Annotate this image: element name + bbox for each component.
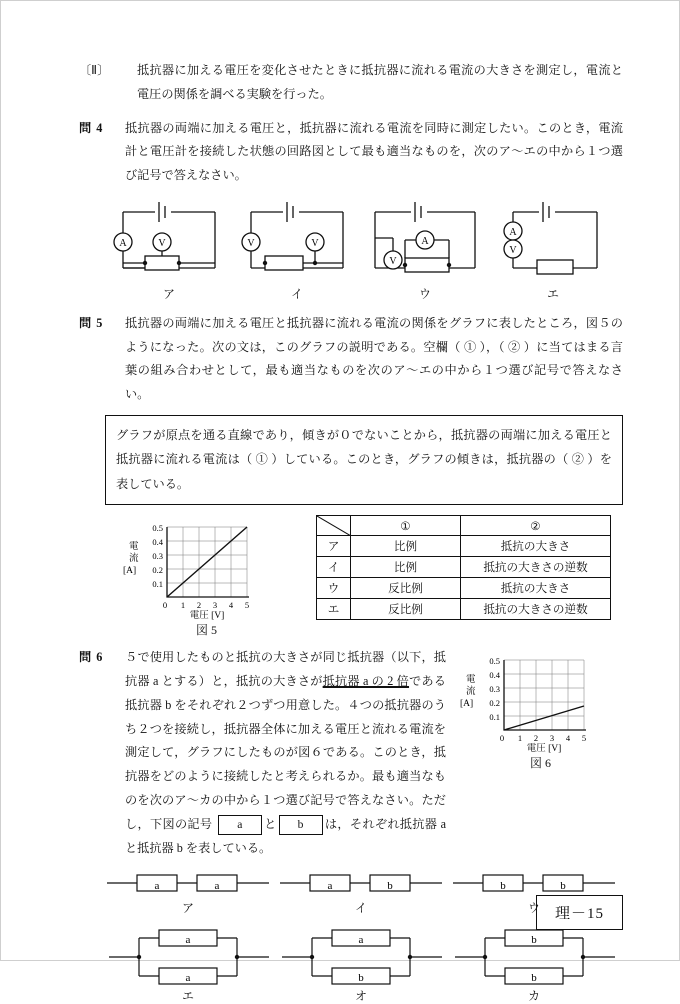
- circuit-option-a-caption: ア: [162, 286, 175, 301]
- svg-text:0.2: 0.2: [152, 565, 163, 576]
- svg-text:4: 4: [565, 733, 571, 744]
- svg-text:0.5: 0.5: [489, 656, 500, 667]
- table-cell-1: 反比例: [351, 578, 461, 599]
- page-content: [79, 59, 623, 1004]
- page-number-box: 理－15: [536, 895, 623, 930]
- section-text: 抵抗器に加える電圧を変化させたときに抵抗器に流れる電流の大きさを測定し，電流と電圧の関係を調べる実験を行った。: [137, 63, 623, 101]
- figure-6: [458, 648, 623, 771]
- legend-tail-text: は，それぞれ抵抗器 a と抵抗器 b を表している。: [125, 816, 447, 855]
- resistor-option-e[interactable]: [276, 928, 446, 1004]
- svg-text:5: 5: [581, 733, 587, 744]
- svg-text:b: b: [531, 934, 537, 947]
- figure-6-caption: 図 6: [529, 756, 551, 771]
- resistor-option-f[interactable]: [449, 928, 619, 1004]
- table-cell-1: 比例: [351, 536, 461, 557]
- circuit-option-a[interactable]: [109, 198, 229, 302]
- svg-text:0.4: 0.4: [489, 670, 500, 681]
- resistor-option-d-caption: エ: [181, 989, 194, 1004]
- table-cell-2: 抵抗の大きさの逆数: [461, 557, 611, 578]
- question-5: [79, 312, 623, 407]
- svg-text:0: 0: [162, 600, 168, 611]
- svg-text:V: V: [247, 237, 255, 249]
- question-4: [79, 117, 623, 188]
- resistor-option-c-caption: ウ: [527, 901, 540, 916]
- svg-text:電圧 [V]: 電圧 [V]: [526, 744, 562, 754]
- question-5-text: 抵抗器の両端に加える電圧と抵抗器に流れる電流の関係をグラフに表したところ，図５のようになった。次の文は，このグラフの説明である。空欄（ ① ），（ ② ）に当てはまる言葉の組み合わせとして，最も適当なものを次のア～エの中から１つ選び記号で答えなさい。: [125, 315, 623, 402]
- legend-symbol-b: b: [279, 815, 323, 835]
- q4-circuit-options: [109, 198, 623, 302]
- svg-text:a: a: [154, 880, 160, 893]
- svg-text:0.1: 0.1: [489, 712, 500, 723]
- svg-text:a: a: [327, 880, 333, 893]
- svg-text:3: 3: [549, 733, 555, 744]
- figure-5-series: [167, 527, 247, 597]
- table-corner-cell: [317, 516, 351, 536]
- svg-text:V: V: [311, 237, 319, 249]
- figure-6-chart: [458, 648, 623, 753]
- circuit-option-d[interactable]: [493, 198, 613, 302]
- svg-text:0.3: 0.3: [152, 551, 163, 562]
- resistor-diagram-series-aa: [103, 868, 273, 898]
- svg-text:V: V: [389, 255, 397, 267]
- resistor-diagram-parallel-ab: [276, 928, 446, 986]
- svg-text:V: V: [158, 237, 166, 249]
- q5-figure-and-table: [119, 515, 623, 638]
- q6-parallel-options: [103, 928, 623, 1004]
- svg-text:0.2: 0.2: [489, 698, 500, 709]
- circuit-option-c-caption: ウ: [418, 286, 431, 301]
- table-cell-2: 抵抗の大きさ: [461, 578, 611, 599]
- svg-text:4: 4: [228, 600, 234, 611]
- question-4-label: 問 4: [79, 120, 104, 135]
- svg-text:0.3: 0.3: [489, 684, 500, 695]
- table-row-symbol: イ: [317, 557, 351, 578]
- table-cell-2: 抵抗の大きさ: [461, 536, 611, 557]
- svg-text:5: 5: [244, 600, 250, 611]
- question-5-label: 問 5: [79, 315, 104, 330]
- circuit-option-c[interactable]: [365, 198, 485, 302]
- question-6-text-a: ５で使用したものと抵抗の大きさが同じ抵抗器（以下，抵抗器 a とする）と，抵抗の大きさが: [125, 650, 446, 689]
- resistor-option-d[interactable]: [103, 928, 273, 1004]
- svg-text:1: 1: [517, 733, 523, 744]
- table-row-symbol: ウ: [317, 578, 351, 599]
- table-row-symbol: エ: [317, 599, 351, 620]
- question-6: [79, 646, 623, 1004]
- svg-text:1: 1: [180, 600, 186, 611]
- svg-text:電: 電: [466, 675, 476, 686]
- section-heading: [79, 59, 623, 107]
- table-header-2: ②: [461, 516, 611, 536]
- table-row[interactable]: [317, 557, 611, 578]
- resistor-option-a-caption: ア: [181, 901, 194, 916]
- svg-text:2: 2: [533, 733, 539, 744]
- svg-text:0: 0: [499, 733, 505, 744]
- circuit-diagram-a: [109, 198, 229, 283]
- svg-text:b: b: [560, 880, 566, 893]
- svg-text:a: a: [185, 972, 191, 985]
- svg-text:2: 2: [196, 600, 202, 611]
- figure-6-series: [504, 706, 584, 730]
- resistor-diagram-parallel-bb: [449, 928, 619, 986]
- question-4-text: 抵抗器の両端に加える電圧と，抵抗器に流れる電流を同時に測定したい。このとき，電流計と電圧計を接続した状態の回路図として最も適当なものを，次のア～エの中から１つ選び記号で答えなさい。: [125, 120, 623, 183]
- resistor-diagram-parallel-aa: [103, 928, 273, 986]
- svg-text:A: A: [509, 226, 517, 238]
- circuit-diagram-d: [493, 198, 613, 283]
- circuit-diagram-c: [365, 198, 485, 283]
- svg-text:[A]: [A]: [460, 699, 474, 710]
- resistor-diagram-series-bb: [449, 868, 619, 898]
- section-label: 〔Ⅱ〕: [79, 63, 110, 77]
- svg-text:[A]: [A]: [123, 566, 137, 577]
- question-6-heading: [79, 646, 446, 860]
- svg-text:b: b: [531, 972, 537, 985]
- table-cell-2: 抵抗の大きさの逆数: [461, 599, 611, 620]
- table-header-1: ①: [351, 516, 461, 536]
- circuit-option-d-caption: エ: [546, 286, 559, 301]
- figure-5: [119, 515, 294, 638]
- svg-text:0.5: 0.5: [152, 523, 163, 534]
- svg-text:3: 3: [212, 600, 218, 611]
- svg-text:電: 電: [129, 542, 139, 553]
- svg-text:a: a: [185, 934, 191, 947]
- svg-text:b: b: [358, 972, 364, 985]
- question-6-label: 問 6: [79, 650, 104, 665]
- resistor-option-a[interactable]: [103, 868, 273, 916]
- table-header-row: [317, 516, 611, 536]
- resistor-option-f-caption: カ: [527, 989, 540, 1004]
- table-row-symbol: ア: [317, 536, 351, 557]
- svg-text:0.1: 0.1: [152, 579, 163, 590]
- svg-text:A: A: [421, 235, 429, 247]
- svg-text:V: V: [509, 244, 517, 256]
- table-row[interactable]: [317, 536, 611, 557]
- question-6-emphasis: 抵抗器 a の 2 倍: [322, 674, 410, 689]
- table-row[interactable]: [317, 578, 611, 599]
- svg-text:電圧 [V]: 電圧 [V]: [189, 611, 225, 621]
- svg-text:a: a: [358, 934, 364, 947]
- q5-statement-box: グラフが原点を通る直線であり，傾きが０でないことから，抵抗器の両端に加える電圧と抵抗器に流れる電流は（ ① ）している。このとき，グラフの傾きは，抵抗器の（ ② ）を表している。: [105, 415, 623, 505]
- resistor-option-b-caption: イ: [354, 901, 367, 916]
- circuit-option-b[interactable]: [237, 198, 357, 302]
- resistor-option-b[interactable]: [276, 868, 446, 916]
- table-cell-1: 比例: [351, 557, 461, 578]
- svg-text:b: b: [387, 880, 393, 893]
- svg-text:流: 流: [129, 554, 139, 565]
- figure-5-caption: 図 5: [195, 623, 217, 638]
- svg-text:流: 流: [466, 687, 476, 698]
- svg-text:A: A: [119, 237, 127, 249]
- q5-answer-table: [316, 515, 611, 620]
- resistor-diagram-series-ab: [276, 868, 446, 898]
- circuit-option-b-caption: イ: [290, 286, 303, 301]
- svg-text:0.4: 0.4: [152, 537, 163, 548]
- question-6-text-b: である抵抗器 b をそれぞれ２つずつ用意した。４つの抵抗器のうち２つを接続し，抵抗器全体に加える電圧と流れる電流を測定して，グラフにしたものが図６である。このとき，抵抗器をどのように接続したと考えられるか。最も適当なものを次のア～カの中から１つ選び記号で答えなさい。ただし，下図の記号: [125, 674, 446, 831]
- table-cell-1: 反比例: [351, 599, 461, 620]
- svg-text:b: b: [500, 880, 506, 893]
- svg-text:a: a: [214, 880, 220, 893]
- circuit-diagram-b: [237, 198, 357, 283]
- figure-5-chart: [119, 515, 294, 620]
- legend-symbol-a: a: [218, 815, 262, 835]
- legend-conjunction: と: [263, 816, 277, 831]
- table-row[interactable]: [317, 599, 611, 620]
- resistor-option-e-caption: オ: [354, 989, 367, 1004]
